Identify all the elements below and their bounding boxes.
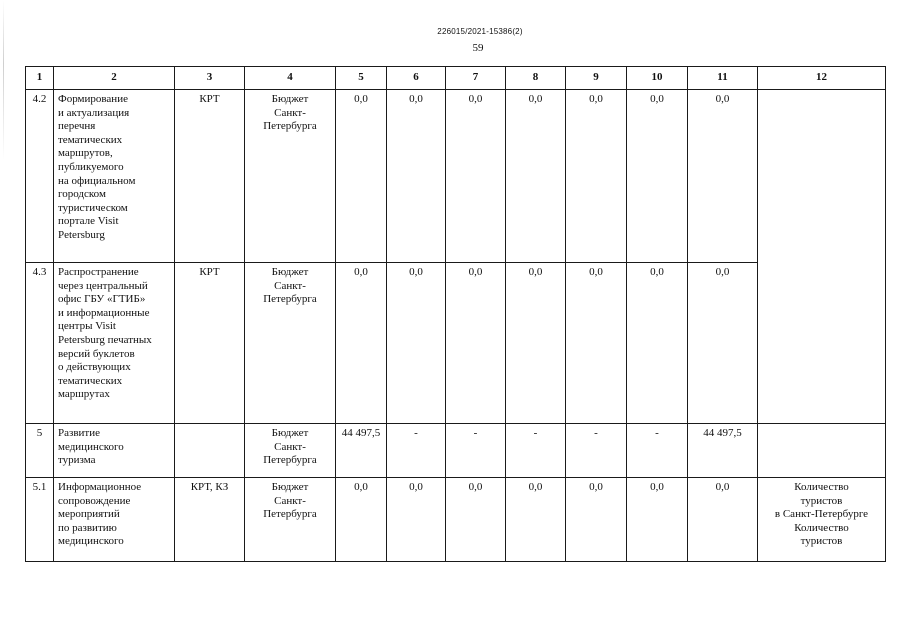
value-cell: 0,0 [566,90,627,263]
measure-name: Информационное сопровождение мероприятий по развитию медицинского [54,478,175,562]
value-cell: 0,0 [506,90,566,263]
row-number: 5.1 [26,478,54,562]
value-cell: 0,0 [446,478,506,562]
value-cell: 0,0 [336,263,387,424]
funding-source: Бюджет Санкт- Петербурга [245,90,336,263]
row-number: 5 [26,424,54,478]
measure-name: Формирование и актуализация перечня тематических маршрутов, публикуемого на официальном городском туристическом портале Visit Petersburg [54,90,175,263]
indicator-cell-empty [758,90,886,424]
table-header-row [26,67,886,90]
value-cell: 0,0 [688,478,758,562]
table-row [26,424,886,478]
value-cell: 0,0 [506,263,566,424]
column-header: 12 [758,67,886,90]
scan-edge-shadow [3,0,4,160]
column-header: 1 [26,67,54,90]
value-cell: - [446,424,506,478]
funding-source: Бюджет Санкт- Петербурга [245,478,336,562]
measure-name: Распространение через центральный офис ГБУ «ГТИБ» и информационные центры Visit Petersburg печатных версий буклетов о действующих тематических маршрутах [54,263,175,424]
column-header: 2 [54,67,175,90]
executor-cell: КРТ, КЗ [175,478,245,562]
row-number: 4.3 [26,263,54,424]
executor-cell: КРТ [175,263,245,424]
funding-source: Бюджет Санкт- Петербурга [245,263,336,424]
value-cell: - [566,424,627,478]
measure-name: Развитие медицинского туризма [54,424,175,478]
column-header: 6 [387,67,446,90]
page-number: 59 [472,42,484,54]
executor-cell [175,424,245,478]
table-row [26,263,886,424]
program-table [25,66,886,562]
column-header: 5 [336,67,387,90]
value-cell: 0,0 [688,263,758,424]
column-header: 8 [506,67,566,90]
value-cell: 0,0 [627,478,688,562]
row-number: 4.2 [26,90,54,263]
value-cell: 0,0 [387,90,446,263]
value-cell: 0,0 [387,478,446,562]
value-cell: - [506,424,566,478]
indicator-cell: Количество туристов в Санкт-Петербурге Количество туристов [758,478,886,562]
column-header: 7 [446,67,506,90]
table-row [26,90,886,263]
column-header: 9 [566,67,627,90]
funding-source: Бюджет Санкт- Петербурга [245,424,336,478]
value-cell: 0,0 [336,478,387,562]
column-header: 11 [688,67,758,90]
value-cell: 0,0 [566,478,627,562]
value-cell: 44 497,5 [336,424,387,478]
document-number: 226015/2021-15386(2) [437,27,523,36]
value-cell: 0,0 [336,90,387,263]
value-cell: 0,0 [688,90,758,263]
value-cell: - [627,424,688,478]
executor-cell: КРТ [175,90,245,263]
value-cell: 0,0 [446,263,506,424]
column-header: 3 [175,67,245,90]
value-cell: 0,0 [627,90,688,263]
value-cell: 0,0 [446,90,506,263]
value-cell: 44 497,5 [688,424,758,478]
table-row [26,478,886,562]
value-cell: - [387,424,446,478]
column-header: 10 [627,67,688,90]
value-cell: 0,0 [627,263,688,424]
column-header: 4 [245,67,336,90]
value-cell: 0,0 [566,263,627,424]
value-cell: 0,0 [387,263,446,424]
indicator-cell-empty [758,424,886,478]
value-cell: 0,0 [506,478,566,562]
